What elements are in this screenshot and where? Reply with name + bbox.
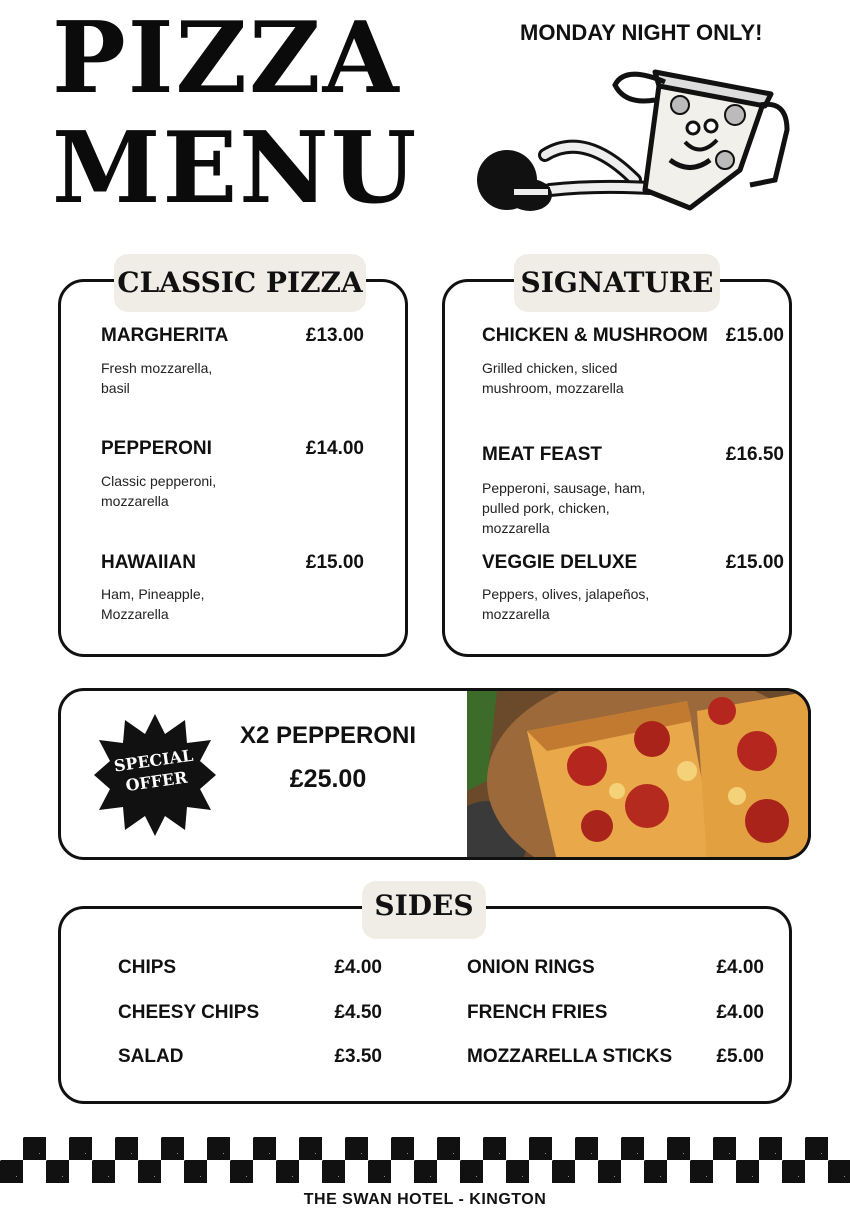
classic-item-price: £15.00 — [305, 552, 364, 573]
classic-item-price: £13.00 — [305, 325, 364, 346]
signature-item-desc: Peppers, olives, jalapeños, mozzarella — [482, 586, 650, 622]
side-item-price: £4.00 — [334, 957, 382, 978]
side-item-price: £3.50 — [334, 1046, 382, 1067]
checkerboard-divider — [0, 1137, 850, 1183]
side-item-price: £4.00 — [716, 1002, 764, 1023]
side-item-name: CHIPS — [118, 957, 177, 978]
classic-item-desc: Fresh mozzarella, basil — [101, 360, 213, 396]
pepperoni-pizza-photo — [467, 688, 811, 860]
signature-item-price: £16.50 — [725, 444, 784, 465]
offer-name: X2 PEPPERONI — [239, 722, 417, 749]
side-item-price: £5.00 — [716, 1046, 764, 1067]
classic-item-name: MARGHERITA — [101, 325, 229, 346]
side-item-price: £4.50 — [334, 1002, 382, 1023]
badge-line2: OFFER — [124, 767, 189, 796]
signature-item-price: £15.00 — [725, 552, 784, 573]
signature-item-name: CHICKEN & MUSHROOM — [482, 325, 708, 346]
side-item-name: ONION RINGS — [467, 957, 595, 978]
pizza-slice-mascot-icon — [475, 60, 795, 220]
sides-tab: SIDES — [362, 881, 486, 939]
footer-venue: THE SWAN HOTEL - KINGTON — [303, 1191, 547, 1208]
side-item-name: MOZZARELLA STICKS — [467, 1046, 673, 1067]
classic-item-name: HAWAIIAN — [101, 552, 196, 573]
signature-item-name: VEGGIE DELUXE — [482, 552, 638, 573]
signature-item-price: £15.00 — [725, 325, 784, 346]
tagline: MONDAY NIGHT ONLY! — [520, 20, 763, 45]
classic-item-desc: Ham, Pineapple, Mozzarella — [101, 586, 205, 622]
classic-pizza-tab: CLASSIC PIZZA — [114, 254, 366, 312]
classic-item-price: £14.00 — [305, 438, 364, 459]
side-item-name: CHEESY CHIPS — [118, 1002, 260, 1023]
signature-tab: SIGNATURE — [514, 254, 720, 312]
badge-line1: SPECIAL — [112, 745, 195, 776]
menu-title-line1: PIZZA — [52, 1, 401, 116]
classic-item-name: PEPPERONI — [101, 438, 212, 459]
classic-item-desc: Classic pepperoni, mozzarella — [101, 473, 217, 509]
special-offer-badge — [92, 712, 218, 838]
side-item-price: £4.00 — [716, 957, 764, 978]
menu-title-line2: MENU — [52, 111, 419, 226]
signature-item-desc: Pepperoni, sausage, ham, pulled pork, chicken, mozzarella — [482, 480, 646, 536]
offer-price: £25.00 — [289, 765, 367, 793]
side-item-name: SALAD — [118, 1046, 184, 1067]
signature-item-name: MEAT FEAST — [482, 444, 602, 465]
side-item-name: FRENCH FRIES — [467, 1002, 608, 1023]
signature-item-desc: Grilled chicken, sliced mushroom, mozzarella — [482, 360, 624, 396]
